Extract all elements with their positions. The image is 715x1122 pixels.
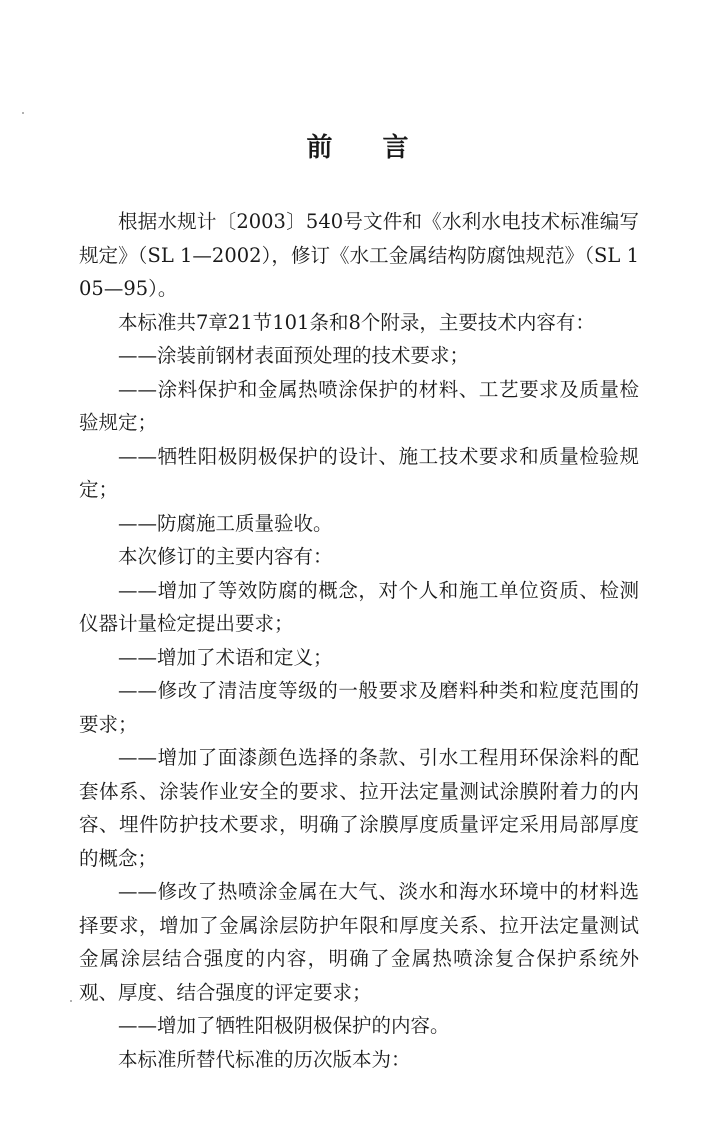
list-item: ——修改了清洁度等级的一般要求及磨料种类和粒度范围的要求； xyxy=(79,679,639,736)
list-item: ——增加了等效防腐的概念，对个人和施工单位资质、检测仪器计量检定提出要求； xyxy=(79,578,639,635)
paragraph: 本标准共7章21节101条和8个附录，主要技术内容有： xyxy=(118,310,595,334)
list-item: ——增加了术语和定义； xyxy=(118,645,333,669)
paragraph: 本次修订的主要内容有： xyxy=(118,545,333,568)
paragraph: 根据水规计〔2003〕540号文件和《水利水电技术标准编写规定》（SL 1—2002），修订《水工金属结构防腐蚀规范》（SL 105—95）。 xyxy=(79,210,639,300)
list-item: ——防腐施工质量验收。 xyxy=(118,511,333,535)
page-title: 前言 xyxy=(306,133,459,163)
list-item: ——牺牲阳极阴极保护的设计、施工技术要求和质量检验规定； xyxy=(79,444,639,501)
list-item: ——修改了热喷涂金属在大气、淡水和海水环境中的材料选择要求，增加了金属涂层防护年限和厚度关系、拉开法定量测试金属涂层结合强度的内容，明确了金属热喷涂复合保护系统外观、厚度、结合强度的评定要求； xyxy=(79,880,639,1004)
paragraph: 本标准所替代标准的历次版本为： xyxy=(118,1047,411,1071)
document-body xyxy=(79,205,639,1076)
list-item: ——涂装前钢材表面预处理的技术要求； xyxy=(118,344,470,367)
list-item: ——增加了牺牲阳极阴极保护的内容。 xyxy=(118,1014,450,1037)
list-item: ——增加了面漆颜色选择的条款、引水工程用环保涂料的配套体系、涂装作业安全的要求、拉开法定量测试涂膜附着力的内容、埋件防护技术要求，明确了涂膜厚度质量评定采用局部厚度的概念； xyxy=(79,746,639,870)
scan-speck xyxy=(70,1000,72,1002)
list-item: ——涂料保护和金属热喷涂保护的材料、工艺要求及质量检验规定； xyxy=(79,377,639,434)
scan-speck xyxy=(22,112,24,114)
